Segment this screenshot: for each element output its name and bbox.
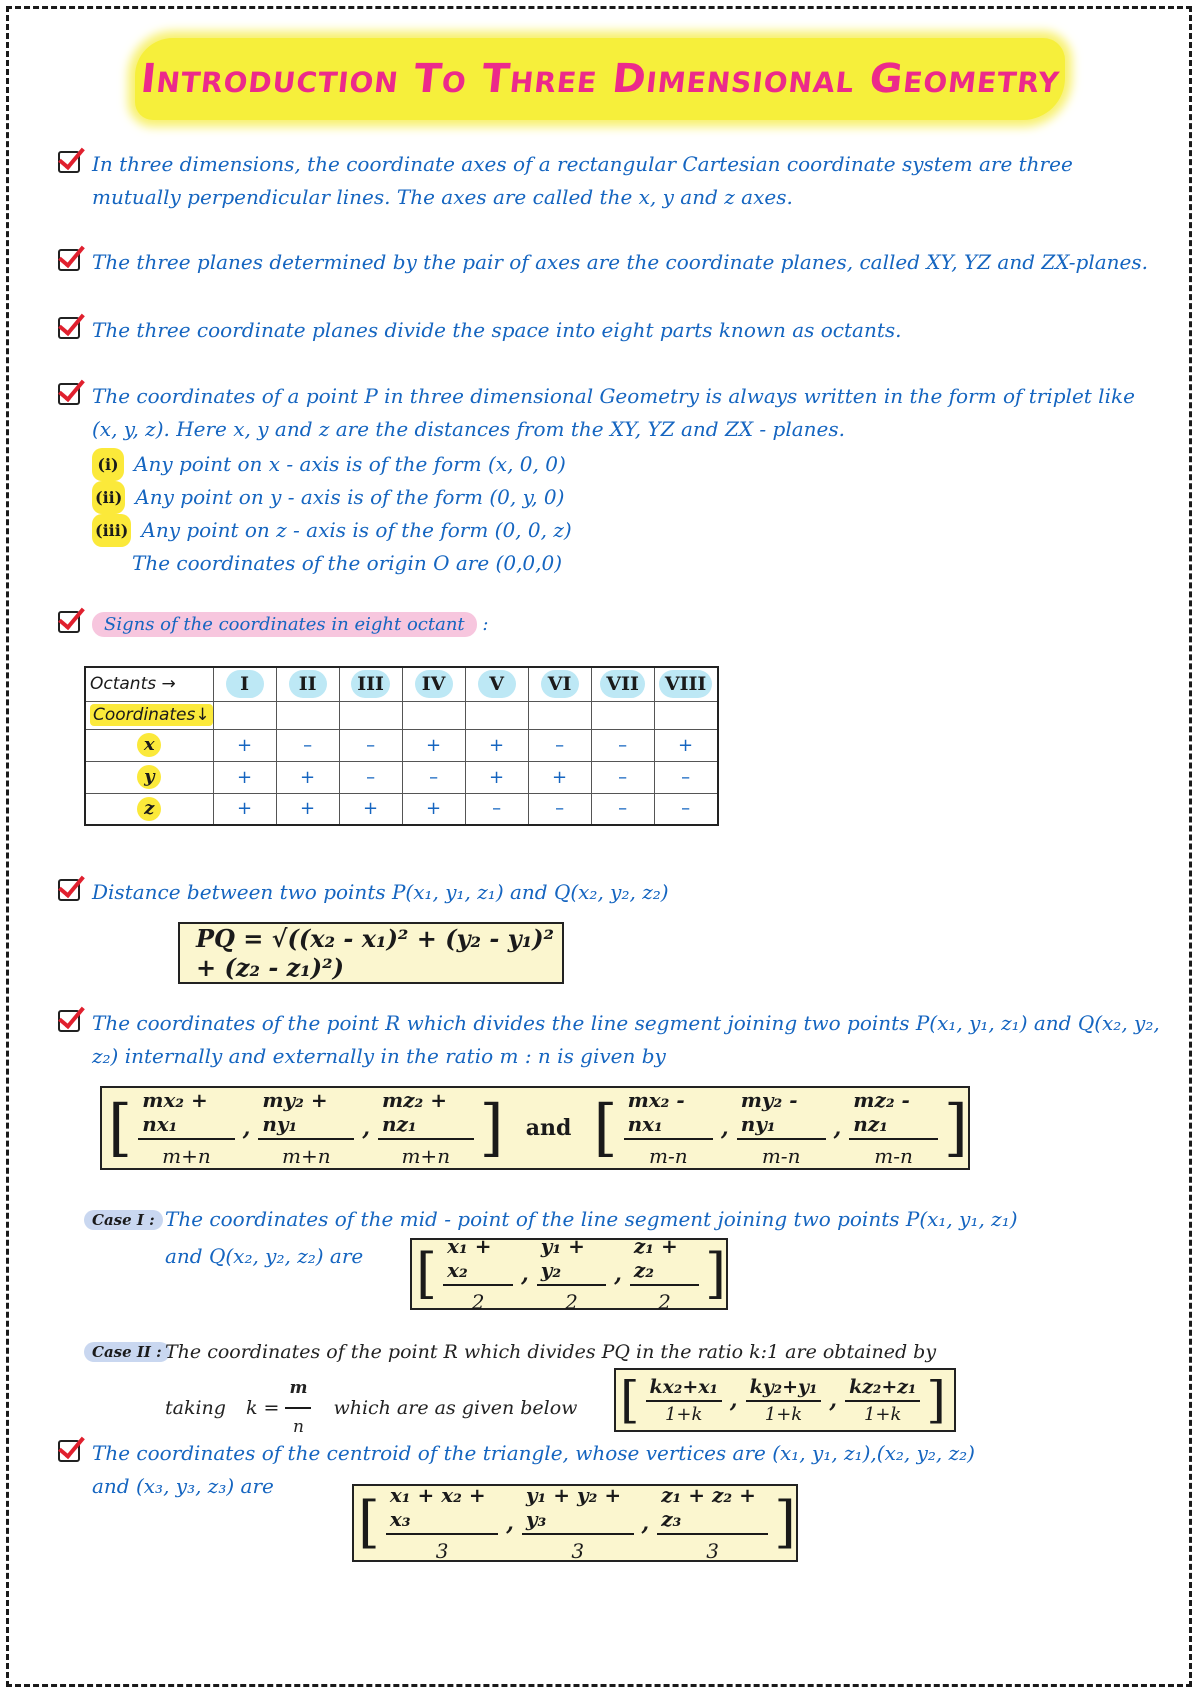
bullet-signs — [58, 608, 1158, 641]
list-item — [92, 481, 1158, 514]
sign-cell: + — [213, 793, 276, 825]
sign-cell: – — [591, 793, 654, 825]
fraction: $\frac{\text{mz₂ + nz₁}}{m+n}$ — [378, 1088, 474, 1168]
case2-line1: The coordinates of the point R which divides PQ in the ratio k:1 are obtained by — [165, 1341, 937, 1363]
centroid-formula-box: [ $\frac{\text{x₁ + x₂ + x₃}}{3}$ , $\frac{\text{y₁ + y₂ + y₃}}{3}$ , $\frac{\text{z₁ + z₂ + z₃}}{3}$ ] — [352, 1484, 798, 1562]
row-variable: z — [137, 797, 161, 821]
centroid-line2: and (x₃, y₃, z₃) are — [92, 1474, 274, 1498]
row-variable: x — [137, 733, 161, 757]
checkmark-icon — [58, 611, 80, 633]
bullet-triplet — [58, 380, 1158, 580]
distance-formula-box — [178, 922, 564, 984]
sign-cell: – — [654, 793, 718, 825]
sign-cell: + — [465, 761, 528, 793]
title-highlight — [135, 38, 1065, 120]
sign-cell: + — [213, 729, 276, 761]
taking-word: taking — [165, 1396, 226, 1419]
distance-formula: PQ = √((x₂ - x₁)² + (y₂ - y₁)² + (z₂ - z₁)²) — [196, 924, 555, 982]
octant-label: II — [289, 670, 327, 698]
ratio-k-formula-box: [ $\frac{\text{kx₂+x₁}}{1+k}$ , $\frac{\text{ky₂+y₁}}{1+k}$ , $\frac{\text{kz₂+z₁}}{1+k}$ ] — [614, 1368, 956, 1432]
k-fraction: $\frac{m}{n}$ — [285, 1372, 311, 1444]
octant-sign-table — [84, 666, 719, 826]
centroid-line1: The coordinates of the centroid of the triangle, whose vertices are (x₁, y₁, z₁),(x₂, y₂, z₂) — [92, 1441, 975, 1465]
signs-heading — [58, 608, 1158, 641]
octant-label: IV — [415, 670, 453, 698]
case1-label: Case I : — [84, 1210, 163, 1230]
list-item — [92, 514, 1158, 547]
sign-cell: – — [528, 793, 591, 825]
fraction: $\frac{\text{y₁ + y₂}}{2}$ — [537, 1234, 606, 1314]
sign-cell: – — [339, 761, 402, 793]
sign-cell: + — [213, 761, 276, 793]
case1-line2: and Q(x₂, y₂, z₂) are — [165, 1244, 364, 1268]
fraction: $\frac{\text{mz₂ - nz₁}}{m-n}$ — [849, 1088, 937, 1168]
fraction: $\frac{\text{ky₂+y₁}}{1+k}$ — [746, 1376, 822, 1425]
given-below-text: which are as given below — [333, 1396, 578, 1419]
checkmark-icon — [58, 879, 80, 901]
planes-text: The three planes determined by the pair of axes are the coordinate planes, called XY, YZ and ZX-planes. — [92, 250, 1149, 274]
section-text: The coordinates of the point R which divides the line segment joining two points P(x₁, y₁, z₁) and Q(x₂, y₂, z₂) internally and externally in the ratio m : n is given by — [92, 1011, 1160, 1068]
octant-label: III — [351, 670, 390, 698]
table-row — [85, 729, 718, 761]
row-variable: y — [137, 765, 161, 789]
sign-cell: – — [591, 729, 654, 761]
origin-line — [92, 547, 1158, 580]
checkmark-icon — [58, 249, 80, 271]
sign-cell: – — [591, 761, 654, 793]
fraction: $\frac{\text{z₁ + z₂ + z₃}}{3}$ — [657, 1483, 768, 1563]
octants-text: The three coordinate planes divide the space into eight parts known as octants. — [92, 318, 902, 342]
sign-cell: + — [276, 793, 339, 825]
list-item — [92, 448, 1158, 481]
sign-cell: – — [276, 729, 339, 761]
bullet-section — [58, 1007, 1158, 1073]
fraction: $\frac{\text{mx₂ + nx₁}}{m+n}$ — [138, 1088, 234, 1168]
fraction: $\frac{\text{x₁ + x₂}}{2}$ — [443, 1234, 513, 1314]
bullet-octants — [58, 314, 1158, 347]
origin-text: The coordinates of the origin O are (0,0,0) — [132, 551, 563, 575]
fraction: $\frac{\text{mx₂ - nx₁}}{m-n}$ — [624, 1088, 713, 1168]
signs-colon: : — [482, 614, 489, 635]
midpoint-formula-box: [ $\frac{\text{x₁ + x₂}}{2}$ , $\frac{\text{y₁ + y₂}}{2}$ , $\frac{\text{z₁ + z₂}}{2}$ ] — [410, 1238, 728, 1310]
item-text: Any point on x - axis is of the form (x, 0, 0) — [134, 452, 566, 476]
case2-label: Case II : — [84, 1342, 170, 1362]
fraction: $\frac{\text{my₂ + ny₁}}{m+n}$ — [258, 1088, 354, 1168]
fraction: $\frac{\text{kx₂+x₁}}{1+k}$ — [646, 1376, 722, 1425]
case1-line1: The coordinates of the mid - point of the line segment joining two points P(x₁, y₁, z₁) — [165, 1207, 1018, 1231]
bullet-distance — [58, 876, 1158, 909]
sign-cell: + — [402, 729, 465, 761]
item-number: (iii) — [92, 514, 131, 547]
sign-cell: – — [402, 761, 465, 793]
fraction: $\frac{\text{x₁ + x₂ + x₃}}{3}$ — [386, 1483, 498, 1563]
sign-cell: – — [465, 793, 528, 825]
item-number: (i) — [92, 448, 124, 481]
octant-label: V — [478, 670, 516, 698]
bullet-axes — [58, 148, 1158, 214]
fraction: $\frac{\text{z₁ + z₂}}{2}$ — [630, 1234, 699, 1314]
fraction: $\frac{\text{y₁ + y₂ + y₃}}{3}$ — [522, 1483, 634, 1563]
fraction: $\frac{\text{kz₂+z₁}}{1+k}$ — [845, 1376, 920, 1425]
and-word: and — [525, 1115, 572, 1141]
k-equals: k = — [245, 1396, 280, 1419]
sign-cell: – — [528, 729, 591, 761]
distance-text: Distance between two points P(x₁, y₁, z₁) and Q(x₂, y₂, z₂) — [92, 880, 669, 904]
table-subheader-row — [85, 701, 718, 729]
checkmark-icon — [58, 1440, 80, 1462]
octant-label: VIII — [659, 670, 712, 698]
octants-header: Octants → — [85, 667, 213, 701]
checkmark-icon — [58, 317, 80, 339]
octant-label: I — [226, 670, 264, 698]
item-number: (ii) — [92, 481, 125, 514]
triplet-text: The coordinates of a point P in three dimensional Geometry is always written in the form of triplet like (x, y, z). Here x, y and z are the distances from the XY, YZ and ZX - planes. — [92, 384, 1135, 441]
sign-cell: + — [528, 761, 591, 793]
table-header-row — [85, 667, 718, 701]
fraction: $\frac{\text{my₂ - ny₁}}{m-n}$ — [737, 1088, 826, 1168]
checkmark-icon — [58, 151, 80, 173]
octant-label: VII — [600, 670, 645, 698]
axis-point-list — [58, 448, 1158, 580]
coordinates-header: Coordinates↓ — [90, 704, 213, 726]
case2-line2 — [165, 1372, 577, 1444]
checkmark-icon — [58, 383, 80, 405]
table-row — [85, 793, 718, 825]
sign-cell: + — [654, 729, 718, 761]
sign-cell: + — [339, 793, 402, 825]
sign-cell: – — [339, 729, 402, 761]
sign-cell: + — [402, 793, 465, 825]
sign-cell: + — [276, 761, 339, 793]
section-formula-box: [ $\frac{\text{mx₂ + nx₁}}{m+n}$ , $\frac{\text{my₂ + ny₁}}{m+n}$ , $\frac{\text{mz₂ + nz₁}}{m+n}$ ] and [ $\frac{\text{mx₂ - nx₁}}{m-n}$ , $\frac{\text{my₂ - ny₁}}{m-n}$ , $\frac{\text{mz₂ - nz₁}}{m-n}$ ] — [100, 1086, 970, 1170]
item-text: Any point on z - axis is of the form (0, 0, z) — [141, 518, 572, 542]
bullet-planes — [58, 246, 1158, 279]
octant-label: VI — [541, 670, 579, 698]
checkmark-icon — [58, 1010, 80, 1032]
signs-heading-highlight: Signs of the coordinates in eight octant — [92, 612, 477, 637]
sign-cell: – — [654, 761, 718, 793]
item-text: Any point on y - axis is of the form (0, y, 0) — [135, 485, 565, 509]
page-title: Introduction To Three Dimensional Geometry — [138, 56, 1062, 102]
table-row — [85, 761, 718, 793]
sign-cell: + — [465, 729, 528, 761]
axes-text: In three dimensions, the coordinate axes of a rectangular Cartesian coordinate system are three mutually perpendicular lines. The axes are called the x, y and z axes. — [92, 152, 1073, 209]
